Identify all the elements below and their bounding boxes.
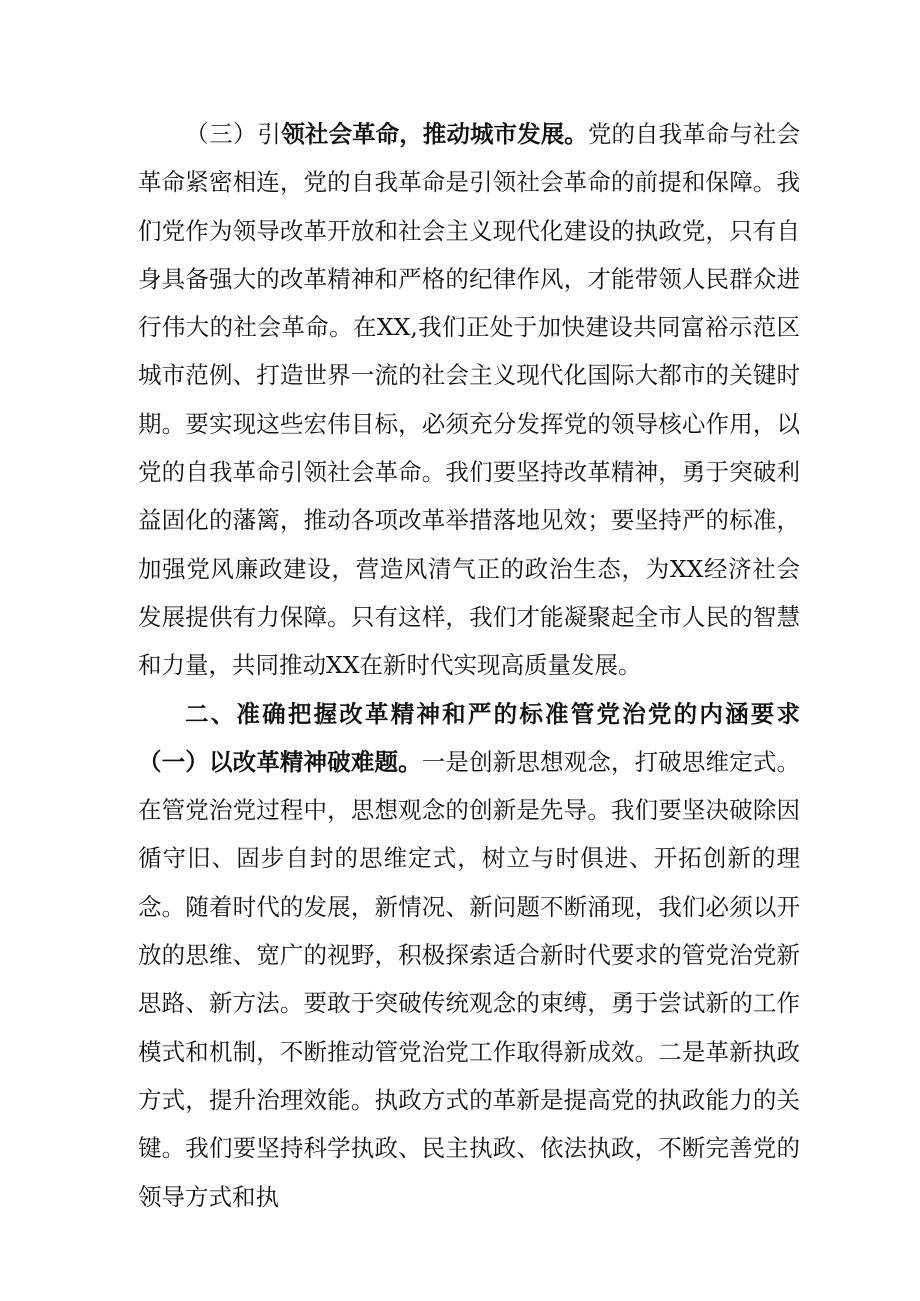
- document-body: [138, 110, 800, 1221]
- section-heading: 二、准确把握改革精神和严的标准管党治党的内涵要求（一）以改革精神破难题。: [138, 699, 800, 776]
- paragraph-city-development: [138, 110, 800, 690]
- paragraph-text: 党的自我革命与社会革命紧密相连，党的自我革命是引领社会革命的前提和保障。我们党作为领导改革开放和社会主义现代化建设的执政党，只有自身具备强大的改革精神和严格的纪律作风，才能带领人民群众进行伟大的社会革命。在XX,我们正处于加快建设共同富裕示范区城市范例、打造世界一流的社会主义现代化国际大都市的关键时期。要实现这些宏伟目标，必须充分发挥党的领导核心作用，以党的自我革命引领社会革命。我们要坚持改革精神，勇于突破利益固化的藩篱，推动各项改革举措落地见效；要坚持严的标准，加强党风廉政建设，营造风清气正的政治生态，为XX经济社会发展提供有力保障。只有这样，我们才能凝聚起全市人民的智慧和力量，共同推动XX在新时代实现高质量发展。: [138, 120, 801, 680]
- paragraph-text: 一是创新思想观念，打破思维定式。在管党治党过程中，思想观念的创新是先导。我们要坚决破除因循守旧、固步自封的思维定式，树立与时俱进、开拓创新的理念。随着时代的发展，新情况、新问题不断涌现，我们必须以开放的思维、宽广的视野，积极探索适合新时代要求的管党治党新思路、新方法。要敢于突破传统观念的束缚，勇于尝试新的工作模式和机制，不断推动管党治党工作取得新成效。二是革新执政方式，提升治理效能。执政方式的革新是提高党的执政能力的关键。我们要坚持科学执政、民主执政、依法执政，不断完善党的领导方式和执: [138, 747, 801, 1211]
- paragraph-heading: 领社会革命，推动城市发展。: [281, 120, 588, 148]
- paragraph-reform-spirit: [138, 690, 800, 1221]
- section-number: （三）引: [185, 120, 282, 148]
